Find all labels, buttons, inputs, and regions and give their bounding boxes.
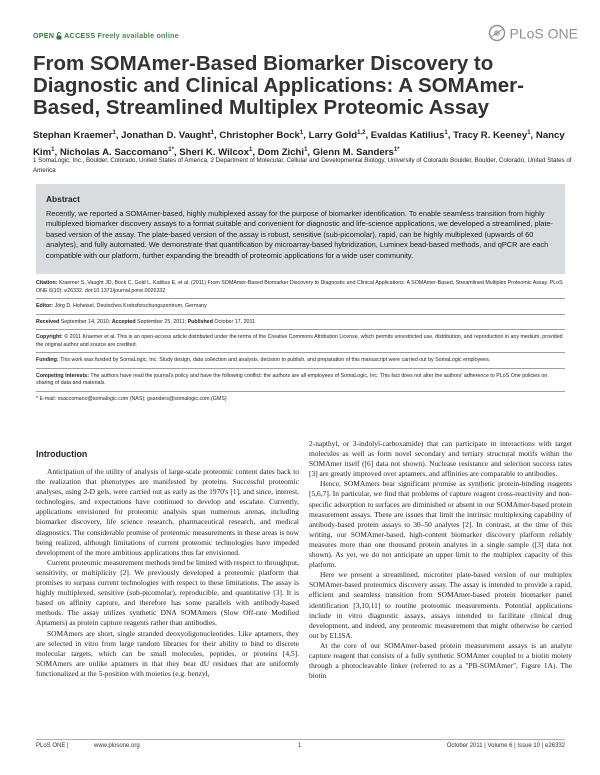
body-paragraph: Here we present a streamlined, microtiter plate-based version of our multiplex SOMAmer-based proteomics discovery assay. The assay is intended to provide a rapid, efficient and seamless transition from SOMAmer-based protein biomarker panel identification [3,10,11] to routine proteomic measurements. Potential applications include in vitro diagnostic assays, assays intended to facilitate clinical drug development, and indeed, any proteomic measurement that might otherwise be carried out by ELISA. [309, 570, 572, 640]
author-name: Nicholas A. Saccomano [59, 147, 169, 159]
open-access-banner [33, 31, 179, 41]
author-name: Sheri K. Wilcox [179, 147, 250, 159]
footer-url[interactable]: www.plosone.org [94, 743, 140, 749]
author-affiliation-marker: 1 [527, 130, 531, 136]
author-name: Jonathan D. Vaught [121, 130, 211, 142]
meta-divider [36, 352, 565, 353]
body-paragraph: At the core of our SOMAmer-based protein measurement assays is an analyte capture reagent that consists of a fully synthetic SOMAmer coupled to a biotin moiety through a photocleavable linker (referred to as a "PB-SOMAmer", Figure 1A). The biotin [309, 640, 572, 681]
author-affiliation-marker: 1* [168, 147, 174, 154]
author-affiliation-marker: 1,2 [357, 130, 366, 136]
author-affiliation-marker: 1 [304, 147, 308, 154]
plos-logo-icon [488, 24, 506, 42]
dates: Received September 14, 2010; Accepted September 25, 2011; Published October 17, 2011 [36, 318, 255, 325]
article-metadata [36, 280, 565, 403]
editor: Editor: Jörg D. Hoheisel, Deutsches Krebsforschungszentrum, Germany [36, 303, 207, 309]
meta-divider [36, 368, 565, 369]
body-column-right [309, 439, 572, 681]
author-name: Stephan Kraemer [33, 130, 113, 142]
journal-header [33, 26, 578, 48]
abstract-box [36, 184, 565, 274]
citation: Citation: Kraemer S, Vaught JD, Bock C, Gold L, Katilius E, et al. (2011) From SOMAmer-Based Biomarker Discovery to Diagnostic and Clinical Applications: A SOMAmer-Based, Streamlined Multiplex Proteomic Assay. PLoS ONE 6(10): e26332. doi:10.1371/journal.pone.0026332 [36, 280, 563, 294]
body-paragraph: Anticipation of the utility of analysis of large-scale proteomic content dates back to the realization that phenotypes are manifested by proteins. Successful proteomic analyses, using 2-D gels, were carried out as early as the 1970's [1], and since, interest, technologies, and expectations have continued to develop and escalate. Currently, applications envisioned for proteomic analysis span numerous arenas, including biomarker discovery, life science research, pharmaceutical research, and medical diagnostics. The considerable promise of proteomic measurements in these areas is now being realized, although limitations of current proteomic technologies have impeded development of the more ambitious applications thus far envisioned. [36, 467, 299, 557]
page-number: 1 [298, 743, 302, 749]
contact-email[interactable]: * E-mail: nsaccomano@somalogic.com (NAS); gsanders@somalogic.com (GMS) [36, 395, 227, 402]
body-paragraph: 2-napthyl, or 3-indolyl-carboxamide) that can participate in interactions with target molecules as well as form novel secondary and tertiary structural motifs within the SOMAmer itself ([6] data not shown). Nuclease resistance and selection success rates [3] are greatly improved over aptamers, and affinities are comparable to antibodies. [309, 439, 572, 479]
open-access-prefix: OPEN [33, 31, 55, 40]
meta-divider [36, 314, 565, 315]
introduction-heading: Introduction [36, 449, 88, 459]
footer-journal: PLoS ONE | [36, 743, 69, 749]
copyright: Copyright: © 2011 Kraemer et al. This is an open-access article distributed under the terms of the Creative Commons Attribution License, which permits unrestricted use, distribution, and reproduction in any medium, provided the original author and source are credited. [36, 334, 563, 348]
body-paragraph: Current proteomic measurement methods tend be limited with respect to throughput, sensitivity, or multiplicity [2]. We previously developed a proteomic platform that promises to surpass current technologies with respect to these limitations. The assay is highly multiplexed, sensitive (sub-picomolar), reproducible, and quantitative [3]. It is based on affinity capture, and therefore has some parallels with antibody-based methods. The assay utilizes synthetic DNA SOMAmers (Slow Off-rate Modified Aptamers) as protein capture reagents rather than antibodies. [36, 557, 299, 628]
footer-issue: October 2011 | Volume 6 | Issue 10 | e26332 [446, 743, 565, 749]
meta-divider [36, 329, 565, 330]
abstract-text: Recently, we reported a SOMAmer-based, highly multiplexed assay for the purpose of biomarker identification. To enable seamless transition from highly multiplexed biomarker discovery assays to a format suitable and convenient for diagnostic and life-science applications, we developed a streamlined, plate-based version of the assay. The plate-based version of the assay is robust, sensitive (sub-picomolar), rapid, can be highly multiplexed (upwards of 60 analytes), and fully automated. We demonstrate that quantification by microarray-based hybridization, Luminex bead-based methods, and qPCR are each compatible with our platform, further expanding the breadth of proteomic applications for a wide user community. [46, 209, 553, 260]
author-name: Dom Zichi [257, 147, 305, 159]
body-paragraph: Hence, SOMAmers bear significant promise as synthetic protein-binding reagents [5,6,7]. In particular, we find that problems of capture reagent cross-reactivity and non-specific adsorption to surfaces are diminished or absent in our SOMAmer-based protein measurement assays. These are issues that limit the intrinsic multiplexing capability of antibody-based protein assays to 30–50 analytes [2]. In contrast, at the time of this writing, our SOMAmer-based, high-content biomarker discovery platform reliably measures more than one thousand protein analytes in a single sample ([3] data not shown). As yet, we do not anticipate an upper limit to the multiplex capacity of this platform. [309, 479, 572, 570]
author-affiliation-marker: 1 [249, 147, 253, 154]
author-name: Nancy Kim [33, 130, 565, 159]
body-paragraph: SOMAmers are short, single stranded deoxyoligonucleotides. Like aptamers, they are selected in vitro from large random libraries for their ability to bind to discrete molecular targets, which can be small molecules, peptides, or proteins [4,5]. SOMAmers are unlike aptamers in that they bear dU residues that are uniformly functionalized at the 5-position with moieties (e.g. benzyl, [36, 628, 299, 678]
competing-interests-text: The authors have read the journal's policy and have the following conflict: the authors are all employees of SomaLogic, Inc. This fact does not alter the authors' adherence to PLoS One policies on sharing of data and materials. [36, 372, 548, 386]
author-affiliation-marker: 1 [299, 130, 304, 136]
body-column-left [36, 467, 299, 679]
author-affiliation-marker: 1 [210, 130, 215, 136]
affiliations: 1 SomaLogic, Inc., Boulder, Colorado, United States of America, 2 Department of Molecular, Cellular and Developmental Biology, University of Colorado Boulder, Boulder, Colorado, United States of America [33, 157, 572, 174]
meta-divider [36, 391, 565, 392]
funding-text: This work was funded by SomaLogic, Inc. Study design, data collection and analysis, decision to publish, and preparation of this manuscript were carried out by SomaLogic employees. [60, 357, 491, 363]
author-name: Christopher Bock [219, 130, 300, 142]
author-affiliation-marker: 1 [112, 130, 116, 136]
author-affiliation-marker: 1 [444, 130, 448, 136]
author-affiliation-marker: 1* [393, 147, 400, 154]
citation-text: Kraemer S, Vaught JD, Bock C, Gold L, Katilius E, et al. (2011) From SOMAmer-Based Biomarker Discovery to Diagnostic and Clinical Applications: A SOMAmer-Based, Streamlined Multiplex Proteomic Assay. PLoS ONE 6(10): e26332. doi:10.1371/journal.pone.0026332 [36, 280, 563, 294]
author-name: Tracy R. Keeney [453, 130, 528, 142]
funding: Funding: This work was funded by SomaLogic, Inc. Study design, data collection and analysis, decision to publish, and preparation of this manuscript were carried out by SomaLogic employees. [36, 357, 491, 363]
logo-text: PLoS ONE [509, 25, 578, 42]
page-footer [36, 739, 565, 752]
author-name: Evaldas Katilius [370, 130, 445, 142]
author-name: Glenn M. Sanders [312, 147, 394, 159]
editor-text: Jörg D. Hoheisel, Deutsches Krebsforschungszentrum, Germany [54, 303, 207, 309]
copyright-text: © 2011 Kraemer et al. This is an open-access article distributed under the terms of the Creative Commons Attribution License, which permits unrestricted use, distribution, and reproduction in any medium, provided the original author and source are credited. [36, 334, 563, 348]
author-list: Stephan Kraemer$^1$, Jonathan D. Vaught$^1$, Christopher Bock$^1$, Larry Gold$^{1,2}$, Evaldas Katilius$^1$, Tracy R. Keeney$^1$, Nancy Kim$^1$, Nicholas A. Saccomano$^{1*}$, Sheri K. Wilcox$^1$, Dom Zichi$^1$, Glenn M. Sanders$^{1*}$ [33, 130, 565, 159]
meta-divider [36, 298, 565, 299]
open-access-suffix: ACCESS [64, 31, 96, 40]
open-lock-icon [56, 32, 62, 40]
plos-one-logo [488, 24, 578, 46]
article-title: From SOMAmer-Based Biomarker Discovery to Diagnostic and Clinical Applications: A SOMAmer-Based, Streamlined Multiplex Proteomic Assay [33, 52, 524, 119]
freely-available-label: Freely available online [97, 31, 179, 40]
abstract-heading: Abstract [46, 194, 80, 204]
author-affiliation-marker: 1 [51, 147, 55, 154]
author-name: Larry Gold [308, 130, 358, 142]
competing-interests: Competing Interests: The authors have read the journal's policy and have the following conflict: the authors are all employees of SomaLogic, Inc. This fact does not alter the authors' adherence to PLoS One policies on sharing of data and materials. [36, 372, 548, 386]
